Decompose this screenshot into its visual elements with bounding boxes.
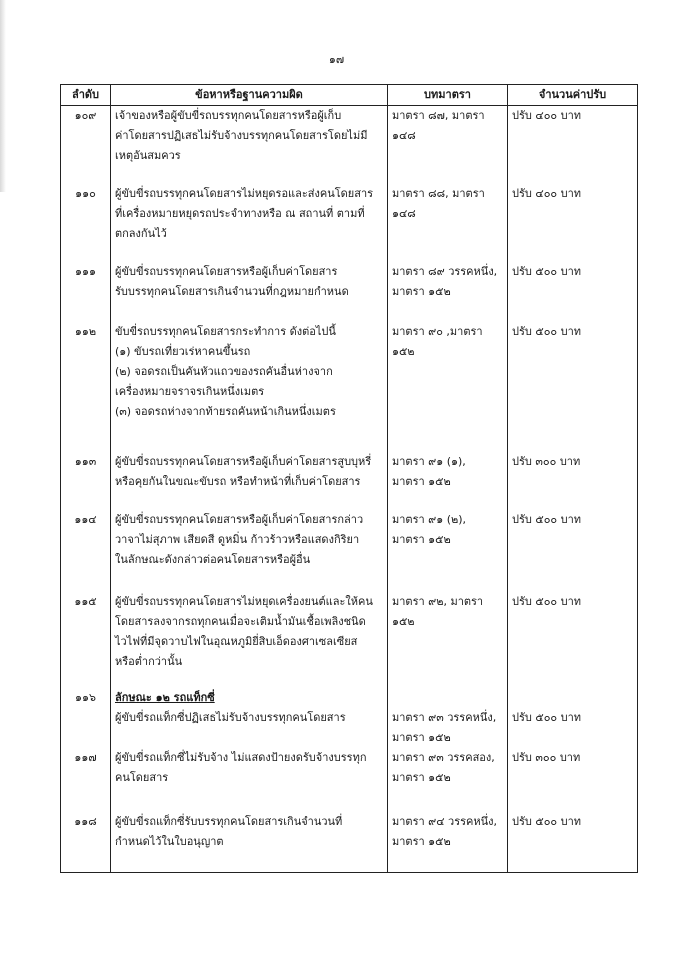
section-line: มาตรา ๙๑ (๒), xyxy=(392,513,467,526)
section-line: มาตรา ๙๒, มาตรา ๑๕๒ xyxy=(392,595,484,628)
table-row xyxy=(61,748,638,812)
row-offense xyxy=(111,452,388,510)
row-offense xyxy=(111,812,388,873)
row-number: ๑๑๑ xyxy=(61,262,111,322)
header-section: บทมาตรา xyxy=(388,85,508,106)
fine-amount: ปรับ ๕๐๐ บาท xyxy=(512,265,582,278)
offense-line: เครื่องหมายจราจรเกินหนึ่งเมตร xyxy=(115,385,265,398)
fine-amount: ปรับ ๔๐๐ บาท xyxy=(512,109,582,122)
offense-line: ผู้ขับขี่รถบรรทุกคนโดยสารไม่หยุดเครื่องยนต์และให้คน xyxy=(115,595,373,608)
row-offense xyxy=(111,184,388,262)
offense-line: ผู้ขับขี่รถแท็กซี่ปฏิเสธไม่รับจ้างบรรทุกคนโดยสาร xyxy=(115,711,346,724)
row-number: ๑๑๔ xyxy=(61,510,111,592)
offense-line: ในลักษณะดังกล่าวต่อคนโดยสารหรือผู้อื่น xyxy=(115,553,311,566)
row-number: ๑๑๘ xyxy=(61,812,111,873)
row-offense xyxy=(111,592,388,688)
section-line: มาตรา ๙๓ วรรคหนึ่ง, xyxy=(392,711,497,724)
fine-amount: ปรับ ๕๐๐ บาท xyxy=(512,815,582,828)
fine-amount: ปรับ ๔๐๐ บาท xyxy=(512,187,582,200)
section-line: มาตรา ๘๗, มาตรา ๑๔๘ xyxy=(392,109,485,142)
offense-line: ที่เครื่องหมายหยุดรถประจำทางหรือ ณ สถานที่ ตามที่ xyxy=(115,207,365,220)
section-line: มาตรา ๑๕๒ xyxy=(392,475,451,488)
row-fine xyxy=(508,748,638,812)
section-line: มาตรา ๑๕๒ xyxy=(392,285,451,298)
row-section xyxy=(388,592,508,688)
section-line: มาตรา ๑๕๒ xyxy=(392,731,451,744)
section-line: มาตรา ๑๕๒ xyxy=(392,533,451,546)
scan-edge-shadow xyxy=(0,0,6,192)
offense-line: (๑) ขับรถเที่ยวเร่หาคนขึ้นรถ xyxy=(115,345,251,358)
table-row xyxy=(61,592,638,688)
offense-line: ตกลงกันไว้ xyxy=(115,227,167,240)
row-fine xyxy=(508,688,638,748)
table-header-row xyxy=(61,85,638,106)
row-number: ๑๑๗ xyxy=(61,748,111,812)
offense-line: ผู้ขับขี่รถบรรทุกคนโดยสารไม่หยุดรอและส่งคนโดยสาร xyxy=(115,187,374,200)
table-row xyxy=(61,262,638,322)
row-offense xyxy=(111,322,388,452)
table-row xyxy=(61,812,638,873)
fine-amount: ปรับ ๓๐๐ บาท xyxy=(512,751,581,764)
row-fine xyxy=(508,184,638,262)
section-line: มาตรา ๙๑ (๑), xyxy=(392,455,466,468)
section-line: มาตรา ๙๔ วรรคหนึ่ง, xyxy=(392,815,498,828)
fine-amount: ปรับ ๕๐๐ บาท xyxy=(512,325,582,338)
offense-line: (๓) จอดรถห่างจากท้ายรถคันหน้าเกินหนึ่งเมตร xyxy=(115,405,336,418)
section-line: มาตรา ๙๐ ,มาตรา ๑๕๒ xyxy=(392,325,483,358)
offense-line: เจ้าของหรือผู้ขับขี่รถบรรทุกคนโดยสารหรือผู้เก็บ xyxy=(115,109,342,122)
row-offense xyxy=(111,748,388,812)
section-spacer xyxy=(392,688,503,708)
table-row xyxy=(61,688,638,748)
row-section xyxy=(388,748,508,812)
table-body xyxy=(61,106,638,873)
offense-line: (๒) จอดรถเป็นคันหัวแถวของรถคันอื่นห่างจาก xyxy=(115,365,333,378)
table-row xyxy=(61,452,638,510)
row-fine xyxy=(508,452,638,510)
row-section xyxy=(388,688,508,748)
section-line: มาตรา ๑๕๒ xyxy=(392,771,451,784)
row-fine xyxy=(508,262,638,322)
offense-line: รับบรรทุกคนโดยสารเกินจำนวนที่กฎหมายกำหนด xyxy=(115,285,349,298)
row-fine xyxy=(508,510,638,592)
offense-line: ผู้ขับขี่รถบรรทุกคนโดยสารหรือผู้เก็บค่าโดยสารสูบบุหรี่ xyxy=(115,455,372,468)
offense-line: หรือต่ำกว่านั้น xyxy=(115,655,183,668)
row-number: ๑๐๙ xyxy=(61,106,111,185)
offense-line: ค่าโดยสารปฏิเสธไม่รับจ้างบรรทุกคนโดยสารโดยไม่มี xyxy=(115,129,368,142)
offense-line: ผู้ขับขี่รถแท็กซี่รับบรรทุกคนโดยสารเกินจำนวนที่ xyxy=(115,815,343,828)
page-number: ๑๗ xyxy=(328,53,345,66)
header-number: ลำดับ xyxy=(61,85,111,106)
row-number: ๑๑๒ xyxy=(61,322,111,452)
section-line: มาตรา ๘๙ วรรคหนึ่ง, xyxy=(392,265,498,278)
row-offense xyxy=(111,688,388,748)
row-fine xyxy=(508,322,638,452)
offense-line: ผู้ขับขี่รถบรรทุกคนโดยสารหรือผู้เก็บค่าโดยสาร xyxy=(115,265,338,278)
offense-line: ไวไฟที่มีจุดวาบไฟในอุณหภูมิยี่สิบเอ็ดองศาเซลเซียส xyxy=(115,635,358,648)
offense-line: เหตุอันสมควร xyxy=(115,149,181,162)
fine-amount: ปรับ ๕๐๐ บาท xyxy=(512,711,582,724)
offense-line: หรือคุยกันในขณะขับรถ หรือทำหน้าที่เก็บค่าโดยสาร xyxy=(115,475,361,488)
fine-amount: ปรับ ๕๐๐ บาท xyxy=(512,513,582,526)
row-section xyxy=(388,106,508,185)
offense-line: คนโดยสาร xyxy=(115,771,169,784)
row-fine xyxy=(508,592,638,688)
header-fine: จำนวนค่าปรับ xyxy=(508,85,638,106)
row-section xyxy=(388,184,508,262)
section-line: มาตรา ๑๕๒ xyxy=(392,835,451,848)
row-section xyxy=(388,262,508,322)
row-number: ๑๑๖ xyxy=(61,688,111,748)
offense-line: ผู้ขับขี่รถแท็กซี่ไม่รับจ้าง ไม่แสดงป้ายงดรับจ้างบรรทุก xyxy=(115,751,367,764)
offense-line: ขับขี่รถบรรทุกคนโดยสารกระทำการ ดังต่อไปนี้ xyxy=(115,325,336,338)
table-row xyxy=(61,106,638,185)
row-fine xyxy=(508,812,638,873)
section-line: มาตรา ๙๓ วรรคสอง, xyxy=(392,751,495,764)
table-row xyxy=(61,184,638,262)
offense-line: ผู้ขับขี่รถบรรทุกคนโดยสารหรือผู้เก็บค่าโดยสารกล่าว xyxy=(115,513,364,526)
row-number: ๑๑๕ xyxy=(61,592,111,688)
fine-amount: ปรับ ๓๐๐ บาท xyxy=(512,455,581,468)
table-row xyxy=(61,510,638,592)
row-number: ๑๑๐ xyxy=(61,184,111,262)
row-offense xyxy=(111,262,388,322)
fine-spacer xyxy=(512,688,633,708)
row-section xyxy=(388,812,508,873)
table-row xyxy=(61,322,638,452)
row-section xyxy=(388,322,508,452)
offense-line: วาจาไม่สุภาพ เสียดสี ดูหมิ่น ก้าวร้าวหรือแสดงกิริยา xyxy=(115,533,360,546)
section-line: มาตรา ๘๘, มาตรา ๑๔๘ xyxy=(392,187,485,220)
row-offense xyxy=(111,510,388,592)
row-offense xyxy=(111,106,388,185)
section-heading: ลักษณะ ๑๒ รถแท็กซี่ xyxy=(115,691,215,704)
row-number: ๑๑๓ xyxy=(61,452,111,510)
penalty-table xyxy=(60,84,638,873)
row-section xyxy=(388,452,508,510)
offense-line: โดยสารลงจากรถทุกคนเมื่อจะเติมน้ำมันเชื้อเพลิงชนิด xyxy=(115,615,366,628)
offense-line: กำหนดไว้ในใบอนุญาต xyxy=(115,835,224,848)
fine-amount: ปรับ ๕๐๐ บาท xyxy=(512,595,582,608)
row-section xyxy=(388,510,508,592)
header-offense: ข้อหาหรือฐานความผิด xyxy=(111,85,388,106)
row-fine xyxy=(508,106,638,185)
